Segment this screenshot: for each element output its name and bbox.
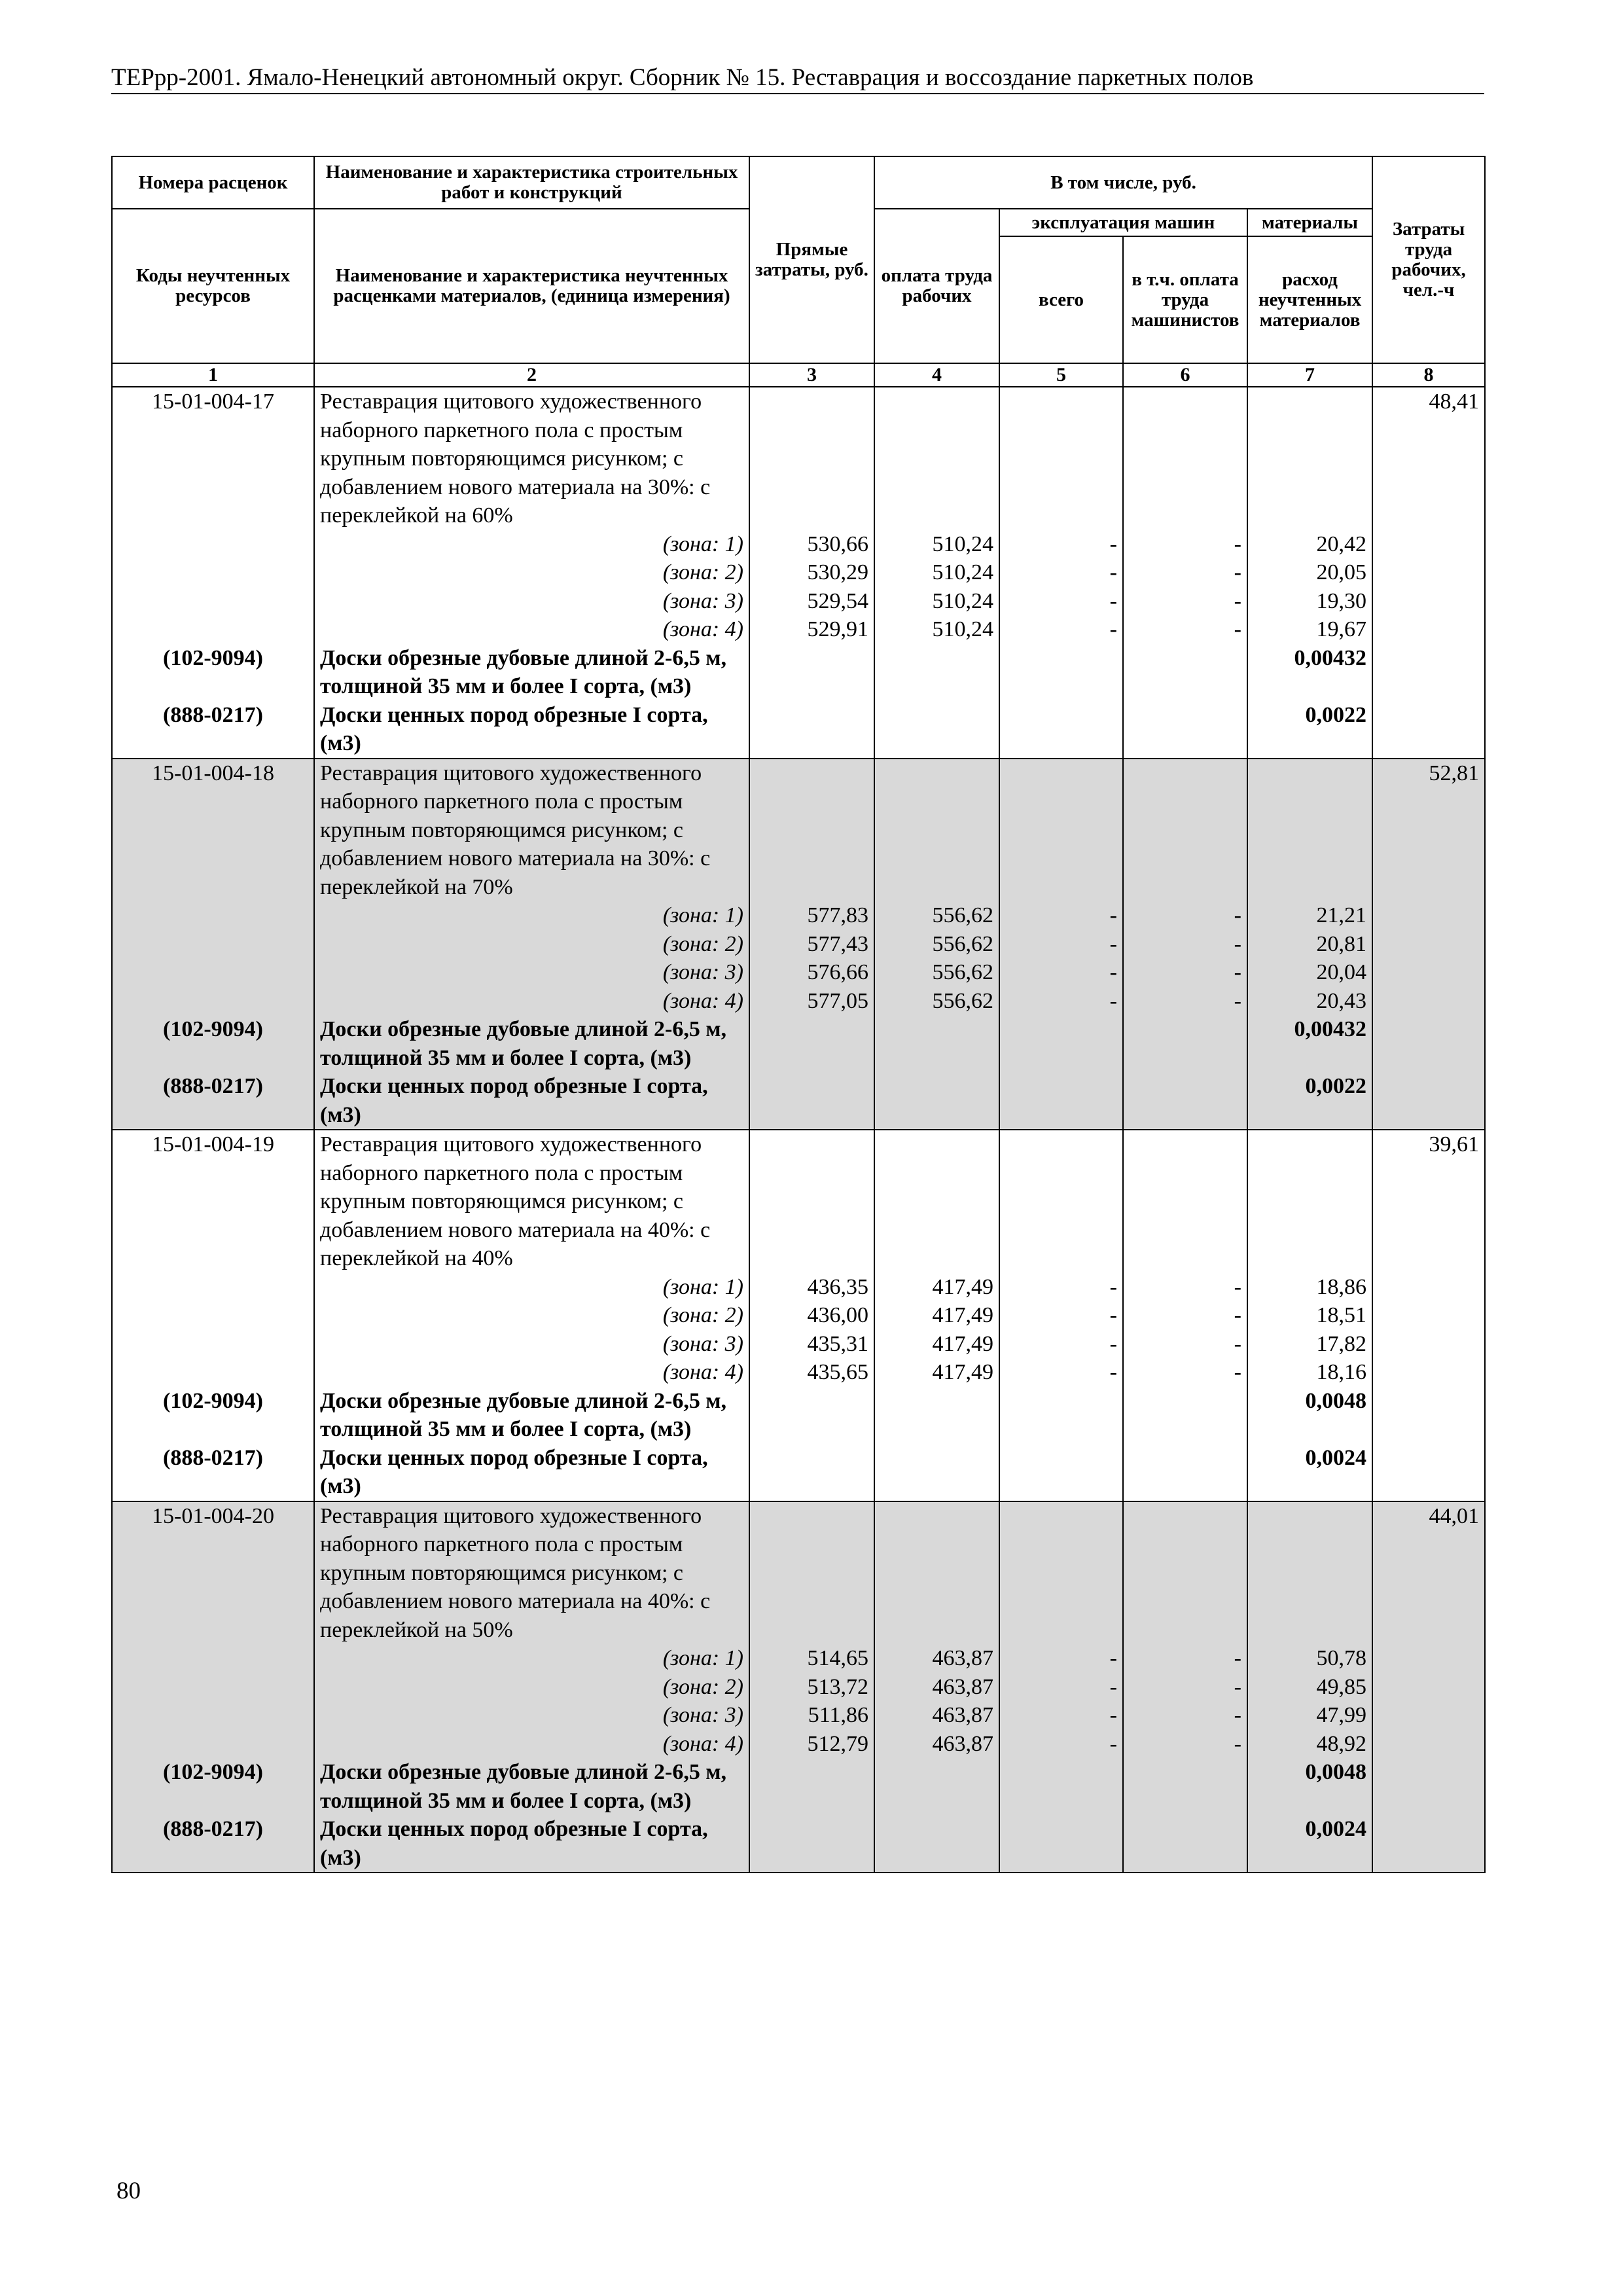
- materials-cost: 20,05: [1247, 558, 1372, 587]
- materials-cost: 19,30: [1247, 587, 1372, 616]
- zone-label: (зона: 2): [314, 558, 749, 587]
- resource-row: [112, 1072, 1485, 1130]
- machine-total: -: [999, 1673, 1123, 1702]
- rate-code: 15-01-004-20: [112, 1501, 314, 1645]
- header-rate-numbers: Номера расценок: [112, 156, 314, 209]
- direct-costs: 435,31: [749, 1330, 874, 1359]
- materials-cost: 19,67: [1247, 615, 1372, 644]
- column-number: 5: [999, 363, 1123, 387]
- worker-pay: 463,87: [874, 1730, 999, 1759]
- resource-name: Доски ценных пород обрезные I сорта, (м3): [314, 1072, 749, 1130]
- header-work-name: Наименование и характеристика строительных работ и конструкций: [314, 156, 749, 209]
- machine-total: -: [999, 615, 1123, 644]
- page-header: ТЕРрр-2001. Ямало-Ненецкий автономный округ. Сборник № 15. Реставрация и воссоздание паркетных полов: [111, 64, 1254, 91]
- zone-row: [112, 987, 1485, 1016]
- direct-costs: 576,66: [749, 958, 874, 987]
- machinist-pay: -: [1123, 987, 1247, 1016]
- materials-cost: 21,21: [1247, 901, 1372, 930]
- machine-total: -: [999, 1644, 1123, 1673]
- header-rule: [111, 93, 1484, 94]
- materials-cost: 18,51: [1247, 1301, 1372, 1330]
- materials-cost: 47,99: [1247, 1701, 1372, 1730]
- machinist-pay: -: [1123, 587, 1247, 616]
- direct-costs: 514,65: [749, 1644, 874, 1673]
- resource-code: (102-9094): [112, 644, 314, 701]
- resource-name: Доски ценных пород обрезные I сорта, (м3): [314, 701, 749, 759]
- materials-cost: 48,92: [1247, 1730, 1372, 1759]
- header-machine-operation: эксплуатация машин: [999, 209, 1247, 236]
- machine-total: -: [999, 1301, 1123, 1330]
- direct-costs: 577,83: [749, 901, 874, 930]
- rate-entry: [112, 1130, 1485, 1501]
- direct-costs: 513,72: [749, 1673, 874, 1702]
- rate-description: Реставрация щитового художественного наборного паркетного пола с простым крупным повторяющимся рисунком; с добавлением нового материала на 30%: с переклейкой на 70%: [314, 759, 749, 902]
- machinist-pay: -: [1123, 1301, 1247, 1330]
- resource-row: [112, 1815, 1485, 1873]
- machine-total: -: [999, 987, 1123, 1016]
- header-materials: материалы: [1247, 209, 1372, 236]
- zone-label: (зона: 2): [314, 1673, 749, 1702]
- direct-costs: 435,65: [749, 1358, 874, 1387]
- header-direct-costs: Прямые затраты, руб.: [749, 156, 874, 363]
- page-number: 80: [116, 2178, 141, 2204]
- materials-cost: 20,42: [1247, 530, 1372, 559]
- column-number: 8: [1372, 363, 1485, 387]
- zone-row: [112, 1701, 1485, 1730]
- zone-label: (зона: 2): [314, 1301, 749, 1330]
- header-machine-total: всего: [999, 236, 1123, 363]
- rates-table: [111, 156, 1486, 1873]
- machine-total: -: [999, 1730, 1123, 1759]
- materials-cost: 20,04: [1247, 958, 1372, 987]
- rate-code: 15-01-004-17: [112, 387, 314, 530]
- column-number: 1: [112, 363, 314, 387]
- zone-label: (зона: 3): [314, 587, 749, 616]
- labor-costs: 44,01: [1372, 1501, 1485, 1645]
- direct-costs: 529,54: [749, 587, 874, 616]
- zone-row: [112, 530, 1485, 559]
- resource-usage: 0,0022: [1247, 701, 1372, 759]
- worker-pay: 417,49: [874, 1273, 999, 1302]
- resource-usage: 0,0024: [1247, 1444, 1372, 1501]
- resource-row: [112, 1387, 1485, 1444]
- machine-total: -: [999, 1273, 1123, 1302]
- worker-pay: 510,24: [874, 530, 999, 559]
- rate-entry: [112, 759, 1485, 1130]
- zone-label: (зона: 1): [314, 901, 749, 930]
- worker-pay: 417,49: [874, 1330, 999, 1359]
- direct-costs: 577,43: [749, 930, 874, 959]
- direct-costs: 436,35: [749, 1273, 874, 1302]
- machine-total: -: [999, 930, 1123, 959]
- resource-code: (102-9094): [112, 1387, 314, 1444]
- resource-name: Доски обрезные дубовые длиной 2-6,5 м, толщиной 35 мм и более I сорта, (м3): [314, 644, 749, 701]
- resource-row: [112, 701, 1485, 759]
- resource-usage: 0,0048: [1247, 1758, 1372, 1815]
- zone-row: [112, 1273, 1485, 1302]
- labor-costs: 48,41: [1372, 387, 1485, 530]
- rate-code: 15-01-004-18: [112, 759, 314, 902]
- machine-total: -: [999, 1330, 1123, 1359]
- resource-name: Доски обрезные дубовые длиной 2-6,5 м, толщиной 35 мм и более I сорта, (м3): [314, 1015, 749, 1072]
- resource-code: (888-0217): [112, 1444, 314, 1501]
- materials-cost: 20,43: [1247, 987, 1372, 1016]
- zone-row: [112, 587, 1485, 616]
- column-number: 2: [314, 363, 749, 387]
- machine-total: -: [999, 530, 1123, 559]
- resource-row: [112, 1758, 1485, 1815]
- rate-entry: [112, 387, 1485, 759]
- zone-label: (зона: 3): [314, 1330, 749, 1359]
- direct-costs: 436,00: [749, 1301, 874, 1330]
- zone-label: (зона: 4): [314, 615, 749, 644]
- direct-costs: 530,29: [749, 558, 874, 587]
- machine-total: -: [999, 1701, 1123, 1730]
- materials-cost: 50,78: [1247, 1644, 1372, 1673]
- direct-costs: 511,86: [749, 1701, 874, 1730]
- machinist-pay: -: [1123, 615, 1247, 644]
- header-material-usage: расход неучтенных материалов: [1247, 236, 1372, 363]
- column-number: 7: [1247, 363, 1372, 387]
- header-labor-costs: Затраты труда рабочих, чел.-ч: [1372, 156, 1485, 363]
- labor-costs: 52,81: [1372, 759, 1485, 902]
- worker-pay: 463,87: [874, 1701, 999, 1730]
- resource-usage: 0,00432: [1247, 1015, 1372, 1072]
- rate-code: 15-01-004-19: [112, 1130, 314, 1273]
- machine-total: -: [999, 587, 1123, 616]
- rate-description: Реставрация щитового художественного наборного паркетного пола с простым крупным повторяющимся рисунком; с добавлением нового материала на 40%: с переклейкой на 40%: [314, 1130, 749, 1273]
- resource-usage: 0,0022: [1247, 1072, 1372, 1130]
- machinist-pay: -: [1123, 901, 1247, 930]
- machinist-pay: -: [1123, 1701, 1247, 1730]
- header-resource-codes: Коды неучтенных ресурсов: [112, 209, 314, 363]
- machinist-pay: -: [1123, 1273, 1247, 1302]
- zone-label: (зона: 3): [314, 1701, 749, 1730]
- materials-cost: 17,82: [1247, 1330, 1372, 1359]
- machinist-pay: -: [1123, 530, 1247, 559]
- machinist-pay: -: [1123, 1673, 1247, 1702]
- resource-code: (102-9094): [112, 1758, 314, 1815]
- direct-costs: 530,66: [749, 530, 874, 559]
- worker-pay: 417,49: [874, 1301, 999, 1330]
- rate-entry: [112, 1501, 1485, 1873]
- machine-total: -: [999, 1358, 1123, 1387]
- resource-code: (888-0217): [112, 1072, 314, 1130]
- worker-pay: 556,62: [874, 987, 999, 1016]
- zone-label: (зона: 1): [314, 530, 749, 559]
- zone-row: [112, 1644, 1485, 1673]
- zone-row: [112, 958, 1485, 987]
- machinist-pay: -: [1123, 958, 1247, 987]
- resource-name: Доски обрезные дубовые длиной 2-6,5 м, толщиной 35 мм и более I сорта, (м3): [314, 1758, 749, 1815]
- zone-row: [112, 1358, 1485, 1387]
- worker-pay: 556,62: [874, 930, 999, 959]
- materials-cost: 20,81: [1247, 930, 1372, 959]
- header-material-name: Наименование и характеристика неучтенных расценками материалов, (единица измерения): [314, 209, 749, 363]
- worker-pay: 556,62: [874, 958, 999, 987]
- labor-costs: 39,61: [1372, 1130, 1485, 1273]
- worker-pay: 510,24: [874, 615, 999, 644]
- machinist-pay: -: [1123, 930, 1247, 959]
- resource-name: Доски ценных пород обрезные I сорта, (м3): [314, 1815, 749, 1873]
- column-number: 6: [1123, 363, 1247, 387]
- resource-code: (102-9094): [112, 1015, 314, 1072]
- worker-pay: 556,62: [874, 901, 999, 930]
- resource-row: [112, 1015, 1485, 1072]
- zone-label: (зона: 1): [314, 1644, 749, 1673]
- resource-usage: 0,0024: [1247, 1815, 1372, 1873]
- column-number: 4: [874, 363, 999, 387]
- worker-pay: 463,87: [874, 1673, 999, 1702]
- materials-cost: 18,86: [1247, 1273, 1372, 1302]
- machinist-pay: -: [1123, 1330, 1247, 1359]
- materials-cost: 49,85: [1247, 1673, 1372, 1702]
- resource-code: (888-0217): [112, 701, 314, 759]
- zone-label: (зона: 2): [314, 930, 749, 959]
- zone-label: (зона: 4): [314, 1358, 749, 1387]
- worker-pay: 463,87: [874, 1644, 999, 1673]
- machinist-pay: -: [1123, 1644, 1247, 1673]
- resource-code: (888-0217): [112, 1815, 314, 1873]
- rate-description: Реставрация щитового художественного наборного паркетного пола с простым крупным повторяющимся рисунком; с добавлением нового материала на 30%: с переклейкой на 60%: [314, 387, 749, 530]
- header-worker-pay: оплата труда рабочих: [874, 209, 999, 363]
- worker-pay: 510,24: [874, 587, 999, 616]
- header-machinist-pay: в т.ч. оплата труда машинистов: [1123, 236, 1247, 363]
- resource-usage: 0,00432: [1247, 644, 1372, 701]
- materials-cost: 18,16: [1247, 1358, 1372, 1387]
- resource-name: Доски обрезные дубовые длиной 2-6,5 м, толщиной 35 мм и более I сорта, (м3): [314, 1387, 749, 1444]
- zone-row: [112, 615, 1485, 644]
- machinist-pay: -: [1123, 558, 1247, 587]
- machine-total: -: [999, 558, 1123, 587]
- header-including: В том числе, руб.: [874, 156, 1372, 209]
- zone-row: [112, 901, 1485, 930]
- zone-row: [112, 1673, 1485, 1702]
- machine-total: -: [999, 901, 1123, 930]
- column-number: 3: [749, 363, 874, 387]
- zone-label: (зона: 4): [314, 1730, 749, 1759]
- direct-costs: 529,91: [749, 615, 874, 644]
- resource-row: [112, 644, 1485, 701]
- machinist-pay: -: [1123, 1730, 1247, 1759]
- resource-usage: 0,0048: [1247, 1387, 1372, 1444]
- resource-name: Доски ценных пород обрезные I сорта, (м3): [314, 1444, 749, 1501]
- zone-label: (зона: 4): [314, 987, 749, 1016]
- zone-label: (зона: 3): [314, 958, 749, 987]
- zone-row: [112, 930, 1485, 959]
- zone-row: [112, 1330, 1485, 1359]
- zone-row: [112, 1301, 1485, 1330]
- resource-row: [112, 1444, 1485, 1501]
- direct-costs: 512,79: [749, 1730, 874, 1759]
- machine-total: -: [999, 958, 1123, 987]
- zone-row: [112, 1730, 1485, 1759]
- direct-costs: 577,05: [749, 987, 874, 1016]
- zone-label: (зона: 1): [314, 1273, 749, 1302]
- rate-description: Реставрация щитового художественного наборного паркетного пола с простым крупным повторяющимся рисунком; с добавлением нового материала на 40%: с переклейкой на 50%: [314, 1501, 749, 1645]
- zone-row: [112, 558, 1485, 587]
- machinist-pay: -: [1123, 1358, 1247, 1387]
- worker-pay: 417,49: [874, 1358, 999, 1387]
- worker-pay: 510,24: [874, 558, 999, 587]
